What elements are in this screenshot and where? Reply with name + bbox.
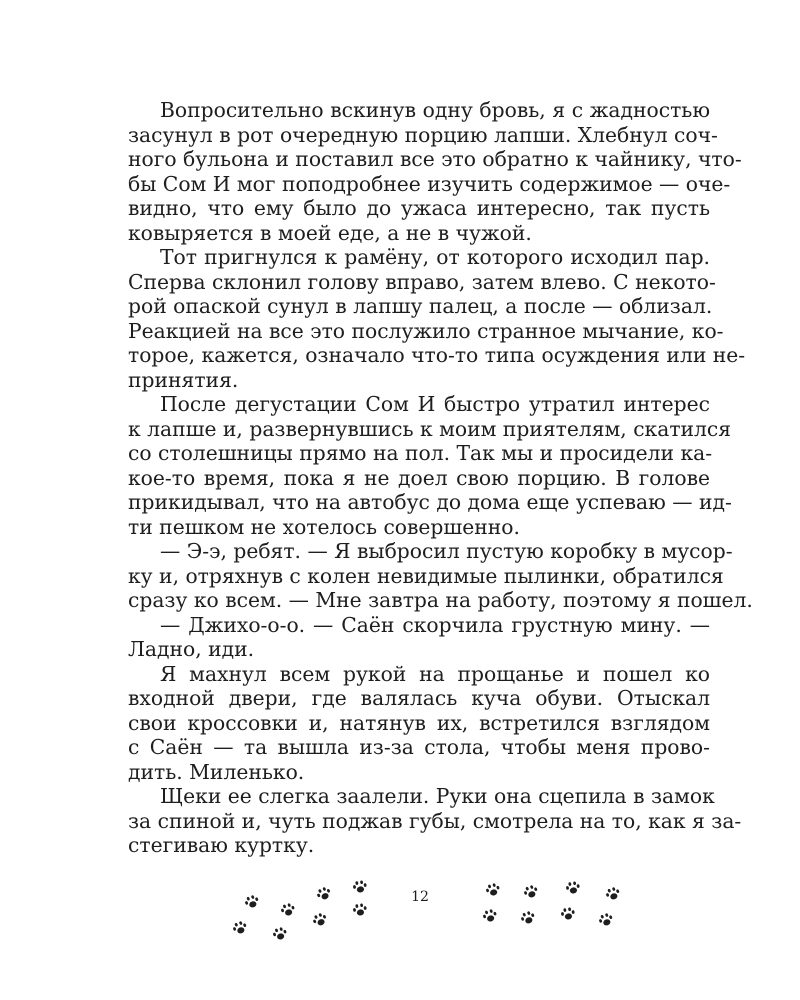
text-line: стегиваю куртку. bbox=[128, 833, 315, 857]
paw-print-icon bbox=[310, 910, 330, 929]
paw-print-icon bbox=[521, 883, 541, 902]
text-line: ку и, отряхнув с колен невидимые пылинки, обратился bbox=[128, 563, 724, 588]
paw-print-icon bbox=[351, 902, 369, 919]
text-line: принятия. bbox=[128, 367, 239, 392]
paw-print-icon bbox=[480, 907, 499, 925]
text-line: засунул в рот очередную порцию лапши. Хлебнул соч- bbox=[128, 122, 718, 147]
paw-print-icon bbox=[278, 901, 297, 919]
text-line: за спиной и, чуть поджав губы, смотрела на то, как я за- bbox=[128, 808, 742, 833]
paw-print-icon bbox=[603, 885, 623, 904]
body-text bbox=[128, 98, 753, 858]
text-line: со столешницы прямо на пол. Так мы и просидели ка- bbox=[128, 441, 713, 465]
text-line: После дегустации Сом И быстро утратил интерес bbox=[160, 392, 710, 416]
paw-print-icon bbox=[559, 906, 577, 923]
text-line: Я махнул всем рукой на прощанье и пошел ко bbox=[160, 661, 710, 686]
text-line: к лапше и, развернувшись к моим приятелям, скатился bbox=[128, 416, 732, 441]
page-number: 12 bbox=[411, 889, 429, 905]
text-line: с Саён — та вышла из-за стола, чтобы меня прово- bbox=[128, 735, 710, 759]
paw-print-icon bbox=[242, 893, 262, 912]
paw-print-icon bbox=[314, 884, 334, 903]
text-line: свои кроссовки и, натянув их, встретился взглядом bbox=[128, 710, 710, 735]
text-line: ти пешком не хотелось совершенно. bbox=[128, 514, 520, 539]
text-line: видно, что ему было до ужаса интересно, так пусть bbox=[128, 196, 710, 220]
paw-print-icon bbox=[564, 880, 582, 897]
text-line: ковыряется в моей еде, а не в чужой. bbox=[128, 220, 532, 245]
text-line: Вопросительно вскинув одну бровь, я с жадностью bbox=[160, 98, 710, 122]
text-line: ного бульона и поставил все это обратно к чайнику, что- bbox=[128, 147, 742, 171]
paw-print-icon bbox=[483, 881, 502, 899]
paw-print-icon bbox=[351, 879, 369, 896]
paw-print-icon bbox=[518, 909, 538, 928]
text-line: дить. Миленько. bbox=[128, 759, 305, 784]
text-line: Ладно, иди. bbox=[128, 637, 255, 661]
paw-print-icon bbox=[230, 919, 250, 938]
text-line: — Э-э, ребят. — Я выбросил пустую коробку в мусор- bbox=[160, 539, 733, 563]
text-line: рой опаской сунул в лапшу палец, а после — облизал. bbox=[128, 294, 713, 318]
paw-print-icon bbox=[596, 911, 616, 930]
text-line: сразу ко всем. — Мне завтра на работу, поэтому я пошел. bbox=[128, 588, 753, 612]
text-line: входной двери, где валялась куча обуви. Отыскал bbox=[128, 686, 710, 710]
text-line: Сперва склонил голову вправо, затем влево. С некото- bbox=[128, 269, 716, 294]
text-line: бы Сом И мог поподробнее изучить содержимое — оче- bbox=[128, 171, 731, 196]
text-line: Тот пригнулся к рамёну, от которого исходил пар. bbox=[160, 245, 710, 269]
text-line: кое-то время, пока я не доел свою порцию. В голове bbox=[128, 465, 710, 490]
text-line: Щеки ее слегка заалели. Руки она сцепила в замок bbox=[160, 784, 715, 808]
paw-print-icon bbox=[270, 925, 289, 943]
text-line: прикидывал, что на автобус до дома еще успеваю — ид- bbox=[128, 490, 732, 514]
text-line: Реакцией на все это послужило странное мычание, ко- bbox=[128, 318, 724, 343]
text-line: торое, кажется, означало что-то типа осуждения или не- bbox=[128, 343, 746, 367]
text-line: — Джихо-о-о. — Саён скорчила грустную мину. — bbox=[160, 612, 710, 637]
